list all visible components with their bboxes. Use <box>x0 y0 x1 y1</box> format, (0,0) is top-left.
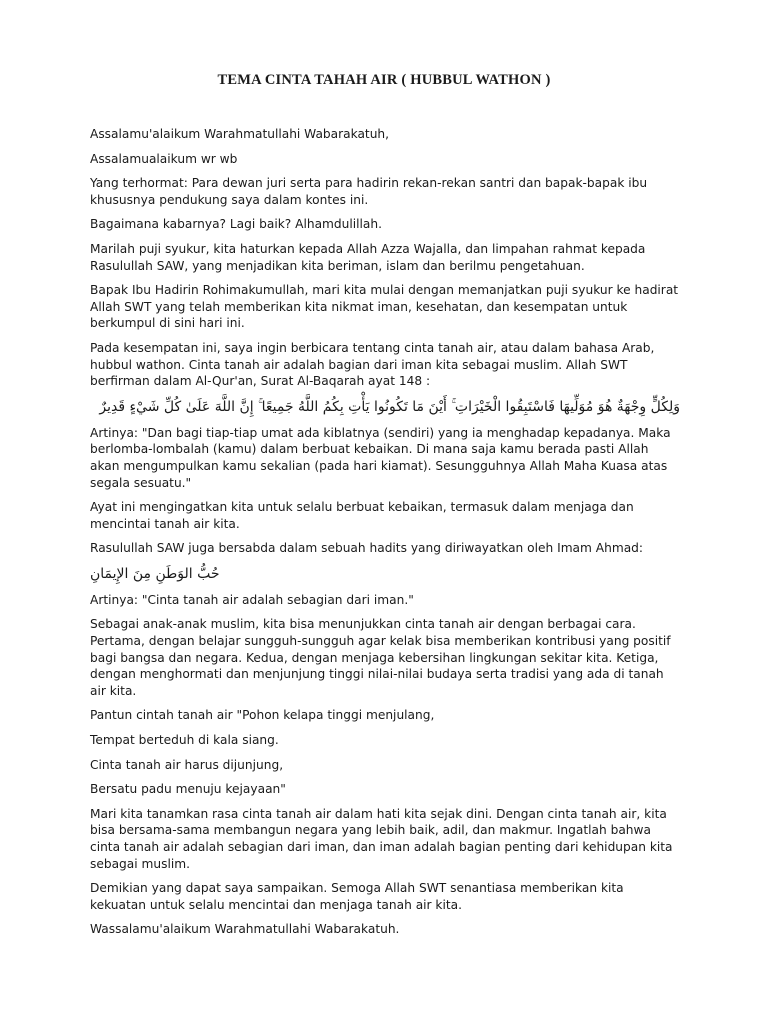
gratitude-paragraph: Marilah puji syukur, kita haturkan kepada Allah Azza Wajalla, dan limpahan rahmat kepada Rasulullah SAW, yang menjadikan kita beriman, islam dan berilmu pengetahuan. <box>90 241 646 273</box>
question-paragraph: Bagaimana kabarnya? Lagi baik? Alhamdulillah. <box>90 217 382 232</box>
hadith-arabic-text: حُبُّ الوَطَنِ مِنَ الإِيمَانِ <box>90 565 220 582</box>
pantun-line-3: Cinta tanah air harus dijunjung, <box>90 757 284 772</box>
hadith-intro-paragraph: Rasulullah SAW juga bersabda dalam sebuah hadits yang diriwayatkan oleh Imam Ahmad: <box>90 541 644 556</box>
ways-paragraph: Sebagai anak-anak muslim, kita bisa menunjukkan cinta tanah air dengan berbagai cara. Pertama, dengan belajar sungguh-sungguh agar kelak bisa memberikan kontribusi yang positif bagi bangsa dan negara. Kedua, dengan menjaga kebersihan lingkungan sekitar kita. Ketiga, dengan menghormati dan menjunjung tinggi nilai-nilai budaya serta tradisi yang ada di tanah air kita. <box>90 617 671 698</box>
farewell-paragraph: Wassalamu'alaikum Warahmatullahi Wabarakatuh. <box>90 922 400 937</box>
document-body <box>90 126 680 946</box>
verse-reflection-paragraph: Ayat ini mengingatkan kita untuk selalu berbuat kebaikan, termasuk dalam menjaga dan mencintai tanah air kita. <box>90 500 634 531</box>
pantun-line-2: Tempat berteduh di kala siang. <box>90 733 279 748</box>
topic-paragraph: Pada kesempatan ini, saya ingin berbicara tentang cinta tanah air, atau dalam bahasa Arab, hubbul wathon. Cinta tanah air adalah bagian dari iman kita sebagai muslim. Allah SWT berfirman dalam Al-Qur'an, Surat Al-Baqarah ayat 148 : <box>90 340 655 389</box>
greeting-short-paragraph: Assalamualaikum wr wb <box>90 151 238 166</box>
call-to-action-paragraph: Mari kita tanamkan rasa cinta tanah air dalam hati kita sejak dini. Dengan cinta tanah air, kita bisa bersama-sama membangun negara yang lebih baik, adil, dan makmur. Ingatlah bahwa cinta tanah air adalah sebagian dari iman, dan iman adalah bagian penting dari kehidupan kita sebagai muslim. <box>90 806 673 871</box>
hadith-arabic <box>90 565 680 584</box>
pantun-line-4: Bersatu padu menuju kejayaan" <box>90 782 286 797</box>
quran-verse-arabic: وَلِكُلٍّ وِجْهَةٌ هُوَ مُوَلِّيهَا فَاسْتَبِقُوا الْخَيْرَاتِ ۚ أَيْنَ مَا تَكُونُوا يَأْتِ بِكُمُ اللَّهُ جَمِيعًا ۚ إِنَّ اللَّهَ عَلَىٰ كُلِّ شَيْءٍ قَدِيرٌ <box>99 398 680 415</box>
opening-paragraph: Bapak Ibu Hadirin Rohimakumullah, mari kita mulai dengan memanjatkan puji syukur ke hadirat Allah SWT yang telah memberikan kita nikmat iman, kesehatan, dan kesempatan untuk berkumpul di sini hari ini. <box>90 283 679 331</box>
greeting-paragraph: Assalamu'alaikum Warahmatullahi Wabarakatuh, <box>90 127 390 141</box>
hadith-translation-paragraph: Artinya: "Cinta tanah air adalah sebagian dari iman." <box>90 592 414 607</box>
document-title: TEMA CINTA TAHAH AIR ( HUBBUL WATHON ) <box>217 72 551 88</box>
closing-paragraph: Demikian yang dapat saya sampaikan. Semoga Allah SWT senantiasa memberikan kita kekuatan untuk selalu mencintai dan menjaga tanah air kita. <box>90 881 624 912</box>
pantun-line-1: Pantun cintah tanah air "Pohon kelapa tinggi menjulang, <box>90 708 435 723</box>
honorific-paragraph: Yang terhormat: Para dewan juri serta para hadirin rekan-rekan santri dan bapak-bapak ibu khususnya pendukung saya dalam kontes ini. <box>90 176 648 207</box>
verse-translation-paragraph: Artinya: "Dan bagi tiap-tiap umat ada kiblatnya (sendiri) yang ia menghadap kepadanya. Maka berlomba-lombalah (kamu) dalam berbuat kebaikan. Di mana saja kamu berada pasti Allah akan mengumpulkan kamu sekalian (pada hari kiamat). Sesungguhnya Allah Maha Kuasa atas segala sesuatu." <box>90 425 671 490</box>
